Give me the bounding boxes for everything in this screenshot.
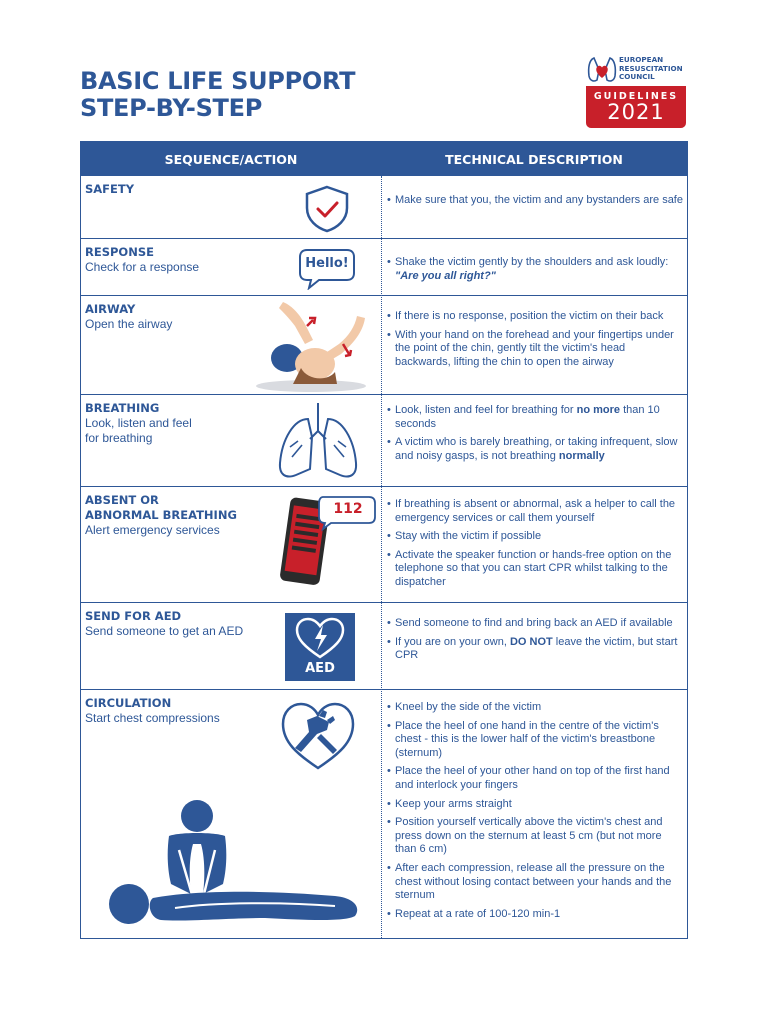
header-sequence: SEQUENCE/ACTION <box>164 152 298 167</box>
bullet: • Keep your arms straight <box>387 798 683 812</box>
seq-heading: SAFETY <box>85 182 135 196</box>
seq-heading: BREATHING <box>85 401 160 415</box>
bullet: • With your hand on the forehead and your fingertips under the point of the chin, gently tilt the victim's head backwards, lifting the chin to open the airway <box>387 329 683 370</box>
seq-sub: Check for a response <box>85 260 200 274</box>
row-airway <box>81 296 687 395</box>
chest-compression-figure-icon <box>105 798 377 934</box>
desc-response <box>387 256 683 288</box>
bullet-text: If you are on your own, <box>395 635 510 648</box>
speech-bubble-icon <box>297 246 357 290</box>
desc-breathing <box>387 404 683 468</box>
bullet <box>387 256 683 283</box>
bullet: • Place the heel of one hand in the centre of the victim's chest - this is the lower half of the victim's breastbone (sternum) <box>387 720 683 761</box>
page-title <box>80 68 355 122</box>
title-line-2: STEP-BY-STEP <box>80 94 263 122</box>
bls-table <box>80 141 688 939</box>
seq-sub-2: for breathing <box>85 431 153 445</box>
bullet <box>387 404 683 431</box>
bullet: • If there is no response, position the victim on their back <box>387 310 683 324</box>
desc-airway <box>387 310 683 374</box>
guidelines-year: 2021 <box>607 100 665 124</box>
erc-logo <box>586 54 686 128</box>
bullet-emphasis: DO NOT <box>509 635 553 648</box>
seq-breathing <box>85 401 265 446</box>
bullet <box>387 436 683 463</box>
head-tilt-icon <box>253 298 379 394</box>
emergency-number: 112 <box>333 501 363 517</box>
guidelines-label: GUIDELINES <box>593 91 679 102</box>
bullet-text: than 10 seconds <box>395 404 660 430</box>
row-circulation <box>81 690 687 938</box>
aed-label: AED <box>305 661 335 676</box>
seq-heading: AIRWAY <box>85 302 136 316</box>
logo-top <box>586 54 686 86</box>
row-breathing <box>81 395 687 487</box>
seq-heading-2: ABNORMAL BREATHING <box>85 508 237 522</box>
desc-safety <box>387 194 683 213</box>
heart-hands-icon <box>277 698 359 772</box>
bullet: • Stay with the victim if possible <box>387 530 683 544</box>
bullet-emphasis: "Are you all right?" <box>395 269 496 282</box>
logo-text <box>619 56 683 82</box>
lungs-icon <box>274 401 362 483</box>
title-line-1: BASIC LIFE SUPPORT <box>80 67 356 95</box>
desc-aed <box>387 617 683 668</box>
shield-check-icon <box>301 184 353 234</box>
bullet: • Make sure that you, the victim and any bystanders are safe <box>387 194 683 208</box>
phone-icon <box>273 493 377 591</box>
seq-sub: Send someone to get an AED <box>85 624 244 638</box>
bullet-emphasis: normally <box>558 449 605 462</box>
bullet-text: Shake the victim gently by the shoulders and ask loudly: <box>395 256 669 268</box>
seq-response <box>85 245 265 275</box>
logo-line-1: EUROPEAN <box>619 55 664 64</box>
heart-lung-logo-icon <box>586 54 618 86</box>
bullet: • Position yourself vertically above the victim's chest and press down on the sternum at least 5 cm (but not more than 6 cm) <box>387 816 683 857</box>
seq-heading: ABSENT OR <box>85 493 159 507</box>
logo-line-3: COUNCIL <box>619 72 655 82</box>
seq-absent <box>85 493 265 538</box>
bullet: • Repeat at a rate of 100-120 min-1 <box>387 908 683 922</box>
bullet: • Kneel by the side of the victim <box>387 701 683 715</box>
seq-safety <box>85 182 265 197</box>
bullet: • Activate the speaker function or hands-free option on the telephone so that you can start CPR whilst talking to the dispatcher <box>387 549 683 590</box>
seq-sub: Start chest compressions <box>85 711 220 725</box>
bullet <box>387 636 683 663</box>
bullet: • If breathing is absent or abnormal, ask a helper to call the emergency services or call them yourself <box>387 498 683 525</box>
seq-sub: Alert emergency services <box>85 523 220 537</box>
row-safety <box>81 176 687 239</box>
seq-airway <box>85 302 265 332</box>
guidelines-badge <box>586 86 686 128</box>
aed-icon <box>285 613 355 681</box>
seq-sub-1: Look, listen and feel <box>85 416 192 430</box>
seq-heading: CIRCULATION <box>85 696 172 710</box>
row-response <box>81 239 687 296</box>
bullet-text: Look, listen and feel for breathing for <box>395 404 577 416</box>
seq-heading: RESPONSE <box>85 245 154 259</box>
seq-aed <box>85 609 265 639</box>
header-description: TECHNICAL DESCRIPTION <box>445 152 623 167</box>
desc-circulation <box>387 701 683 926</box>
table-header <box>81 142 687 176</box>
seq-circulation <box>85 696 265 726</box>
row-absent-breathing <box>81 487 687 603</box>
bullet: • Send someone to find and bring back an AED if available <box>387 617 683 631</box>
bullet-emphasis: no more <box>576 404 621 416</box>
row-aed <box>81 603 687 690</box>
bullet-text: leave the victim, but start CPR <box>395 635 678 662</box>
bullet: • Place the heel of your other hand on top of the first hand and interlock your fingers <box>387 765 683 792</box>
bullet-text: A victim who is barely breathing, or taking infrequent, slow and noisy gasps, is not breathing <box>395 436 678 462</box>
logo-line-2: RESUSCITATION <box>619 63 683 73</box>
desc-absent <box>387 498 683 595</box>
seq-sub: Open the airway <box>85 317 173 331</box>
bubble-text: Hello! <box>305 256 349 271</box>
bullet: • After each compression, release all the pressure on the chest without losing contact between your hands and the sternum <box>387 862 683 903</box>
seq-heading: SEND FOR AED <box>85 609 182 623</box>
